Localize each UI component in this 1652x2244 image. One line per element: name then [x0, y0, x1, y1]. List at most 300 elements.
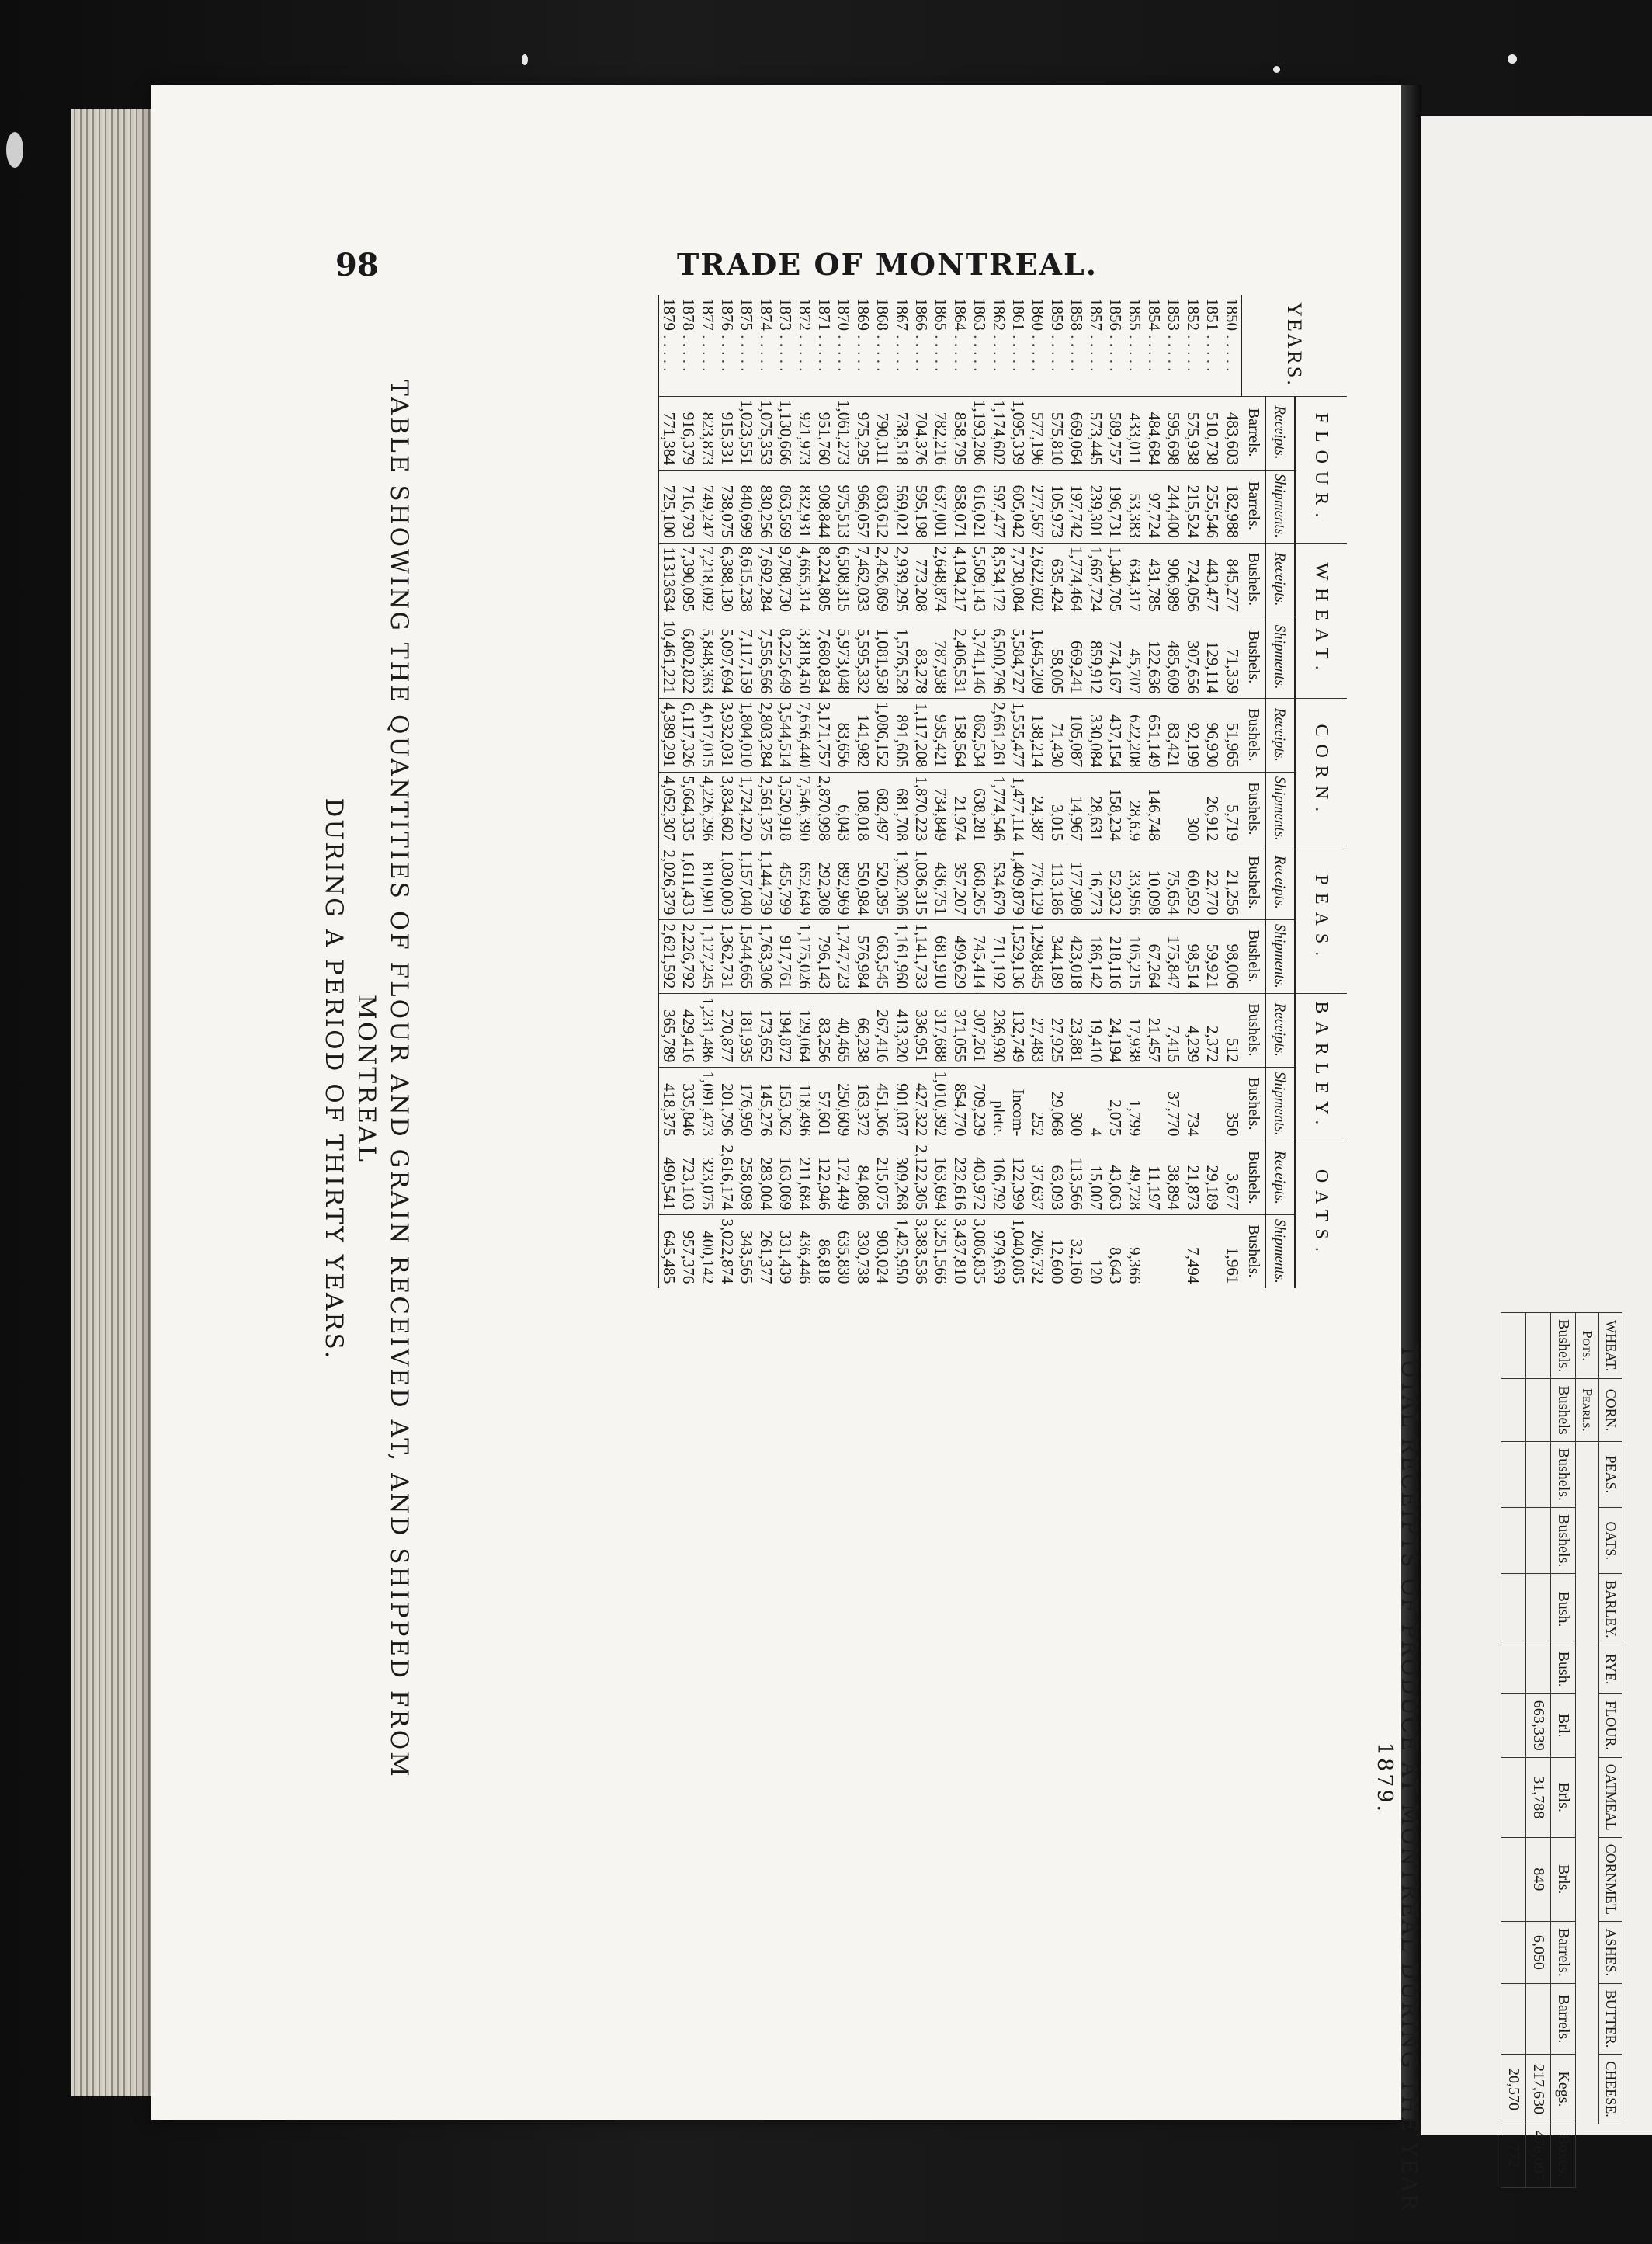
unit-row — [1242, 295, 1266, 1288]
year-cell — [873, 295, 893, 397]
value-cell: 113,186 — [1048, 846, 1067, 920]
value-cell: 24,387 — [1029, 773, 1048, 846]
total-receipts-values — [1526, 1313, 1551, 2188]
value-cell: plete. — [990, 1068, 1009, 1141]
value-cell: 323,075 — [699, 1141, 718, 1215]
value-cell: 903,024 — [873, 1215, 893, 1289]
value-cell: 917,761 — [776, 920, 796, 994]
year-value: 1854 — [1145, 298, 1164, 331]
grain-table-body — [659, 295, 1348, 1288]
value-cell: 634,317 — [1126, 543, 1145, 617]
total-cell: Kegs. — [1551, 2055, 1576, 2124]
table-row — [1126, 295, 1145, 1288]
value-cell: 3,834,602 — [718, 773, 738, 846]
leader-dots: . . . . . — [776, 331, 796, 372]
year-cell — [951, 295, 970, 397]
total-cell: 849 — [1526, 1837, 1551, 1921]
year-cell — [1048, 295, 1067, 397]
year-cell — [1087, 295, 1106, 397]
value-cell: 97,724 — [1145, 471, 1164, 544]
value-cell: 307,656 — [1184, 617, 1203, 699]
value-cell: 5,848,363 — [699, 617, 718, 699]
year-cell — [659, 295, 679, 397]
total-cell: Bushels. — [1551, 1508, 1576, 1574]
value-cell: 1,799 — [1126, 1068, 1145, 1141]
leader-dots: . . . . . — [796, 331, 815, 372]
value-cell: 490,541 — [659, 1141, 679, 1215]
value-cell: 7,117,159 — [738, 617, 757, 699]
value-cell: 569,021 — [893, 471, 912, 544]
year-value: 1851 — [1203, 298, 1223, 331]
value-cell: 330,084 — [1087, 699, 1106, 773]
leader-dots: . . . . . — [1029, 331, 1048, 372]
value-cell: 15,007 — [1087, 1141, 1106, 1215]
value-cell: 173,652 — [757, 994, 776, 1068]
value-cell: 158,234 — [1106, 773, 1126, 846]
value-cell: 575,810 — [1048, 397, 1067, 471]
value-cell: 1,095,339 — [1009, 397, 1029, 471]
year-cell — [1145, 295, 1164, 397]
sub-receipts: Receipts. — [1266, 543, 1296, 617]
sub-shipments: Shipments. — [1266, 773, 1296, 846]
value-cell: 7,494 — [1184, 1215, 1203, 1289]
group-flour: FLOUR. — [1295, 397, 1347, 544]
value-cell: 3,086,835 — [970, 1215, 990, 1289]
value-cell: 1,302,306 — [893, 846, 912, 920]
value-cell: 1,667,724 — [1087, 543, 1106, 617]
value-cell: 2,621,592 — [659, 920, 679, 994]
value-cell: 108,018 — [854, 773, 873, 846]
value-cell: 19,410 — [1087, 994, 1106, 1068]
value-cell: 2,648,874 — [932, 543, 951, 617]
total-cell: 663,339 — [1526, 1693, 1551, 1757]
year-value: 1871 — [815, 298, 835, 331]
value-cell: 832,931 — [796, 471, 815, 544]
value-cell: 176,950 — [738, 1068, 757, 1141]
year-cell — [757, 295, 776, 397]
total-cell — [1501, 1441, 1526, 1507]
leader-dots: . . . . . — [1087, 331, 1106, 372]
value-cell: 935,421 — [932, 699, 951, 773]
total-cell — [1501, 1983, 1526, 2055]
year-cell — [970, 295, 990, 397]
value-cell: 774,167 — [1106, 617, 1126, 699]
value-cell: 1,023,551 — [738, 397, 757, 471]
leader-dots: . . . . . — [1145, 331, 1164, 372]
value-cell: 709,239 — [970, 1068, 990, 1141]
value-cell: 1,075,353 — [757, 397, 776, 471]
value-cell: 431,785 — [1145, 543, 1164, 617]
total-cell: CORN. — [1599, 1379, 1622, 1441]
value-cell: 28,631 — [1087, 773, 1106, 846]
value-cell: 1,724,220 — [738, 773, 757, 846]
value-cell: 908,844 — [815, 471, 835, 544]
total-cell: 476,097 — [1526, 2124, 1551, 2187]
value-cell: 3,544,514 — [776, 699, 796, 773]
value-cell: 11313634 — [659, 543, 679, 617]
year-value: 1861 — [1009, 298, 1029, 331]
value-cell: 436,751 — [932, 846, 951, 920]
value-cell: 270,877 — [718, 994, 738, 1068]
value-cell: 215,524 — [1184, 471, 1203, 544]
sub-receipts: Receipts. — [1266, 699, 1296, 773]
unit-label: Barrels. — [1242, 471, 1266, 544]
leader-dots: . . . . . — [718, 331, 738, 372]
value-cell: 267,416 — [873, 994, 893, 1068]
rotated-second-table — [1373, 1312, 1622, 2244]
value-cell: 11,197 — [1145, 1141, 1164, 1215]
value-cell: 163,372 — [854, 1068, 873, 1141]
value-cell: 782,216 — [932, 397, 951, 471]
leader-dots: . . . . . — [912, 331, 932, 372]
table-row — [1203, 295, 1223, 1288]
year-value: 1859 — [1048, 298, 1067, 331]
total-receipts-units — [1551, 1313, 1576, 2188]
value-cell: 21,256 — [1223, 846, 1243, 920]
value-cell: 921,973 — [796, 397, 815, 471]
value-cell: 24,194 — [1106, 994, 1126, 1068]
value-cell: 589,757 — [1106, 397, 1126, 471]
total-receipts-header — [1599, 1313, 1622, 2188]
value-cell: 83,256 — [815, 994, 835, 1068]
value-cell: 172,449 — [835, 1141, 854, 1215]
value-cell: 4,389,291 — [659, 699, 679, 773]
table-title — [318, 342, 415, 1817]
total-cell — [1526, 1508, 1551, 1574]
table-row — [757, 295, 776, 1288]
value-cell: 186,142 — [1087, 920, 1106, 994]
sub-receipts: Receipts. — [1266, 397, 1296, 471]
value-cell: 668,265 — [970, 846, 990, 920]
value-cell: 141,982 — [854, 699, 873, 773]
value-cell: 86,818 — [815, 1215, 835, 1289]
total-cell — [1501, 1757, 1526, 1837]
table-row — [1029, 295, 1048, 1288]
value-cell: 1,870,223 — [912, 773, 932, 846]
value-cell: 10,098 — [1145, 846, 1164, 920]
value-cell: 573,445 — [1087, 397, 1106, 471]
total-cell: Brls. — [1551, 1837, 1576, 1921]
total-cell — [1501, 1379, 1526, 1441]
value-cell: 7,415 — [1164, 994, 1184, 1068]
value-cell: 651,149 — [1145, 699, 1164, 773]
value-cell: 652,649 — [796, 846, 815, 920]
value-cell: 8,643 — [1106, 1215, 1126, 1289]
value-cell: 283,004 — [757, 1141, 776, 1215]
year-value: 1875 — [738, 298, 757, 331]
value-cell: 196,731 — [1106, 471, 1126, 544]
value-cell: 595,698 — [1164, 397, 1184, 471]
value-cell: 71,359 — [1223, 617, 1243, 699]
year-value: 1857 — [1087, 298, 1106, 331]
total-receipts-table — [1501, 1312, 1622, 2188]
total-cell: FLOUR. — [1599, 1693, 1622, 1757]
value-cell: 343,565 — [738, 1215, 757, 1289]
value-cell: 365,789 — [659, 994, 679, 1068]
value-cell: 622,208 — [1126, 699, 1145, 773]
value-cell: 194,872 — [776, 994, 796, 1068]
value-cell: 236,930 — [990, 994, 1009, 1068]
value-cell: 105,087 — [1067, 699, 1087, 773]
unit-label: Barrels. — [1242, 397, 1266, 471]
value-cell: 8,224,805 — [815, 543, 835, 617]
value-cell — [1164, 1215, 1184, 1289]
total-cell — [1526, 1441, 1551, 1507]
value-cell: 845,277 — [1223, 543, 1243, 617]
value-cell: 6,500,796 — [990, 617, 1009, 699]
year-cell — [1203, 295, 1223, 397]
sub-shipments: Shipments. — [1266, 1215, 1296, 1289]
value-cell: 309,268 — [893, 1141, 912, 1215]
value-cell: 499,629 — [951, 920, 970, 994]
year-value: 1870 — [835, 298, 854, 331]
year-value: 1879 — [660, 298, 679, 331]
value-cell: 1,774,546 — [990, 773, 1009, 846]
value-cell: 3,818,450 — [796, 617, 815, 699]
value-cell: 1,774,464 — [1067, 543, 1087, 617]
value-cell: 595,198 — [912, 471, 932, 544]
total-cell: OATMEAL — [1599, 1757, 1622, 1837]
value-cell: 892,969 — [835, 846, 854, 920]
year-value: 1867 — [893, 298, 912, 331]
value-cell: 300 — [1184, 773, 1203, 846]
total-cell: Brl. — [1551, 1693, 1576, 1757]
value-cell: 17,938 — [1126, 994, 1145, 1068]
value-cell: 59,921 — [1203, 920, 1223, 994]
table-row — [932, 295, 951, 1288]
value-cell: 723,103 — [679, 1141, 699, 1215]
value-cell: 810,901 — [699, 846, 718, 920]
year-value: 1876 — [718, 298, 738, 331]
value-cell: 483,603 — [1223, 397, 1243, 471]
year-cell — [1067, 295, 1087, 397]
value-cell: 2,661,261 — [990, 699, 1009, 773]
value-cell: 201,796 — [718, 1068, 738, 1141]
sub-shipments: Shipments. — [1266, 1068, 1296, 1141]
value-cell: 1,529,136 — [1009, 920, 1029, 994]
table-row — [718, 295, 738, 1288]
value-cell: 1,340,705 — [1106, 543, 1126, 617]
value-cell: 4,052,307 — [659, 773, 679, 846]
value-cell: 37,637 — [1029, 1141, 1048, 1215]
value-cell — [1145, 1215, 1164, 1289]
value-cell: 106,792 — [990, 1141, 1009, 1215]
value-cell: 6,117,326 — [679, 699, 699, 773]
leader-dots: . . . . . — [951, 331, 970, 372]
value-cell: 840,699 — [738, 471, 757, 544]
value-cell: 182,988 — [1223, 471, 1243, 544]
leader-dots: . . . . . — [854, 331, 873, 372]
value-cell: 6,508,315 — [835, 543, 854, 617]
year-value: 1850 — [1223, 298, 1242, 331]
leader-dots: . . . . . — [970, 331, 990, 372]
value-cell: 854,770 — [951, 1068, 970, 1141]
year-value: 1872 — [796, 298, 815, 331]
year-value: 1874 — [757, 298, 776, 331]
value-cell: 645,485 — [659, 1215, 679, 1289]
unit-label: Bushels. — [1242, 920, 1266, 994]
leader-dots: . . . . . — [1223, 331, 1242, 372]
value-cell: 2,616,174 — [718, 1141, 738, 1215]
value-cell: 966,057 — [854, 471, 873, 544]
value-cell: 790,311 — [873, 397, 893, 471]
table-title-line2: DURING A PERIOD OF THIRTY YEARS. — [320, 797, 348, 1361]
value-cell: 1,161,960 — [893, 920, 912, 994]
total-cell: Brls. — [1551, 1757, 1576, 1837]
total-cell — [1501, 1837, 1526, 1921]
value-cell: 232,616 — [951, 1141, 970, 1215]
value-cell: 307,261 — [970, 994, 990, 1068]
value-cell: 738,075 — [718, 471, 738, 544]
value-cell: 716,793 — [679, 471, 699, 544]
value-cell: 7,218,092 — [699, 543, 718, 617]
value-cell: 244,400 — [1164, 471, 1184, 544]
value-cell: 681,708 — [893, 773, 912, 846]
sub-shipments: Shipments. — [1266, 617, 1296, 699]
value-cell: 1,141,733 — [912, 920, 932, 994]
value-cell: 4,665,314 — [796, 543, 815, 617]
leader-dots: . . . . . — [1203, 331, 1223, 372]
total-cell: Pots. — [1576, 1313, 1599, 1379]
year-cell — [679, 295, 699, 397]
value-cell: 32,160 — [1067, 1215, 1087, 1289]
value-cell: 181,935 — [738, 994, 757, 1068]
table-row — [1106, 295, 1126, 1288]
value-cell: 197,742 — [1067, 471, 1087, 544]
value-cell: 66,238 — [854, 994, 873, 1068]
value-cell: 704,376 — [912, 397, 932, 471]
value-cell: 4,617,015 — [699, 699, 718, 773]
value-cell: 145,276 — [757, 1068, 776, 1141]
value-cell: 1,127,245 — [699, 920, 718, 994]
value-cell: 57,601 — [815, 1068, 835, 1141]
total-cell: 31,788 — [1526, 1757, 1551, 1837]
value-cell: 485,609 — [1164, 617, 1184, 699]
value-cell: 437,154 — [1106, 699, 1126, 773]
value-cell: 4 — [1087, 1068, 1106, 1141]
value-cell: 29,068 — [1048, 1068, 1067, 1141]
table-row — [1009, 295, 1029, 1288]
value-cell: 1,091,473 — [699, 1068, 718, 1141]
value-cell: 2,561,375 — [757, 773, 776, 846]
value-cell: 53,383 — [1126, 471, 1145, 544]
year-value: 1864 — [951, 298, 970, 331]
value-cell: 175,847 — [1164, 920, 1184, 994]
value-cell: 2,426,869 — [873, 543, 893, 617]
value-cell: 2,622,602 — [1029, 543, 1048, 617]
value-cell: 2,372 — [1203, 994, 1223, 1068]
value-cell: 4,239 — [1184, 994, 1203, 1068]
value-cell: 7,656,440 — [796, 699, 815, 773]
value-cell: 576,984 — [854, 920, 873, 994]
value-cell: 21,974 — [951, 773, 970, 846]
leader-dots: . . . . . — [1048, 331, 1067, 372]
table-row — [1184, 295, 1203, 1288]
table-row — [699, 295, 718, 1288]
value-cell: 3,171,757 — [815, 699, 835, 773]
value-cell: 29,189 — [1203, 1141, 1223, 1215]
unit-label: Bushels. — [1242, 846, 1266, 920]
value-cell: 344,189 — [1048, 920, 1067, 994]
value-cell: 7,462,033 — [854, 543, 873, 617]
value-cell: 206,732 — [1029, 1215, 1048, 1289]
table-row — [970, 295, 990, 1288]
value-cell: 3,383,536 — [912, 1215, 932, 1289]
value-cell: 5,097,694 — [718, 617, 738, 699]
table-row — [1087, 295, 1106, 1288]
total-cell — [1501, 1313, 1526, 1379]
value-cell: 975,513 — [835, 471, 854, 544]
value-cell: 67,264 — [1145, 920, 1164, 994]
total-cell: Bush. — [1551, 1574, 1576, 1645]
value-cell: 863,569 — [776, 471, 796, 544]
total-cell: ASHES. — [1599, 1921, 1622, 1983]
value-cell: 1,231,486 — [699, 994, 718, 1068]
value-cell: 163,069 — [776, 1141, 796, 1215]
value-cell: 1,010,392 — [932, 1068, 951, 1141]
value-cell: 1,030,003 — [718, 846, 738, 920]
value-cell: 330,738 — [854, 1215, 873, 1289]
unit-label: Bushels. — [1242, 1215, 1266, 1289]
value-cell: 5,595,332 — [854, 617, 873, 699]
total-cell: Bushels. — [1551, 1313, 1576, 1379]
value-cell: 451,366 — [873, 1068, 893, 1141]
value-cell: 5,973,048 — [835, 617, 854, 699]
dust-speck — [1508, 54, 1517, 64]
value-cell: 6,802,822 — [679, 617, 699, 699]
group-header-row — [1295, 295, 1347, 1288]
value-cell: 773,208 — [912, 543, 932, 617]
value-cell: 915,331 — [718, 397, 738, 471]
leader-dots: . . . . . — [815, 331, 835, 372]
value-cell: 21,457 — [1145, 994, 1164, 1068]
year-value: 1862 — [990, 298, 1009, 331]
table-row — [893, 295, 912, 1288]
value-cell: 292,308 — [815, 846, 835, 920]
total-cell — [1526, 1313, 1551, 1379]
value-cell — [1203, 1068, 1223, 1141]
value-cell: 317,688 — [932, 994, 951, 1068]
value-cell: 635,424 — [1048, 543, 1067, 617]
value-cell: 371,055 — [951, 994, 970, 1068]
leader-dots: . . . . . — [660, 331, 679, 372]
value-cell: 436,446 — [796, 1215, 815, 1289]
value-cell: 1,477,114 — [1009, 773, 1029, 846]
value-cell: 7,680,834 — [815, 617, 835, 699]
value-cell: 7,692,284 — [757, 543, 776, 617]
value-cell: 745,414 — [970, 920, 990, 994]
value-cell: 28,6.9 — [1126, 773, 1145, 846]
leader-dots: . . . . . — [757, 331, 776, 372]
value-cell: 683,612 — [873, 471, 893, 544]
value-cell: 84,086 — [854, 1141, 873, 1215]
total-cell: 6,050 — [1526, 1921, 1551, 1983]
value-cell: 638,281 — [970, 773, 990, 846]
total-cell — [1526, 1645, 1551, 1693]
value-cell: 2,406,531 — [951, 617, 970, 699]
value-cell: 38,894 — [1164, 1141, 1184, 1215]
value-cell: 300 — [1067, 1068, 1087, 1141]
value-cell: 3,520,918 — [776, 773, 796, 846]
table-row — [1223, 295, 1243, 1288]
value-cell: 429,416 — [679, 994, 699, 1068]
value-cell: 21,873 — [1184, 1141, 1203, 1215]
leader-dots: . . . . . — [932, 331, 951, 372]
value-cell: 669,241 — [1067, 617, 1087, 699]
year-value: 1869 — [854, 298, 873, 331]
total-cell — [1501, 1693, 1526, 1757]
value-cell: 616,021 — [970, 471, 990, 544]
